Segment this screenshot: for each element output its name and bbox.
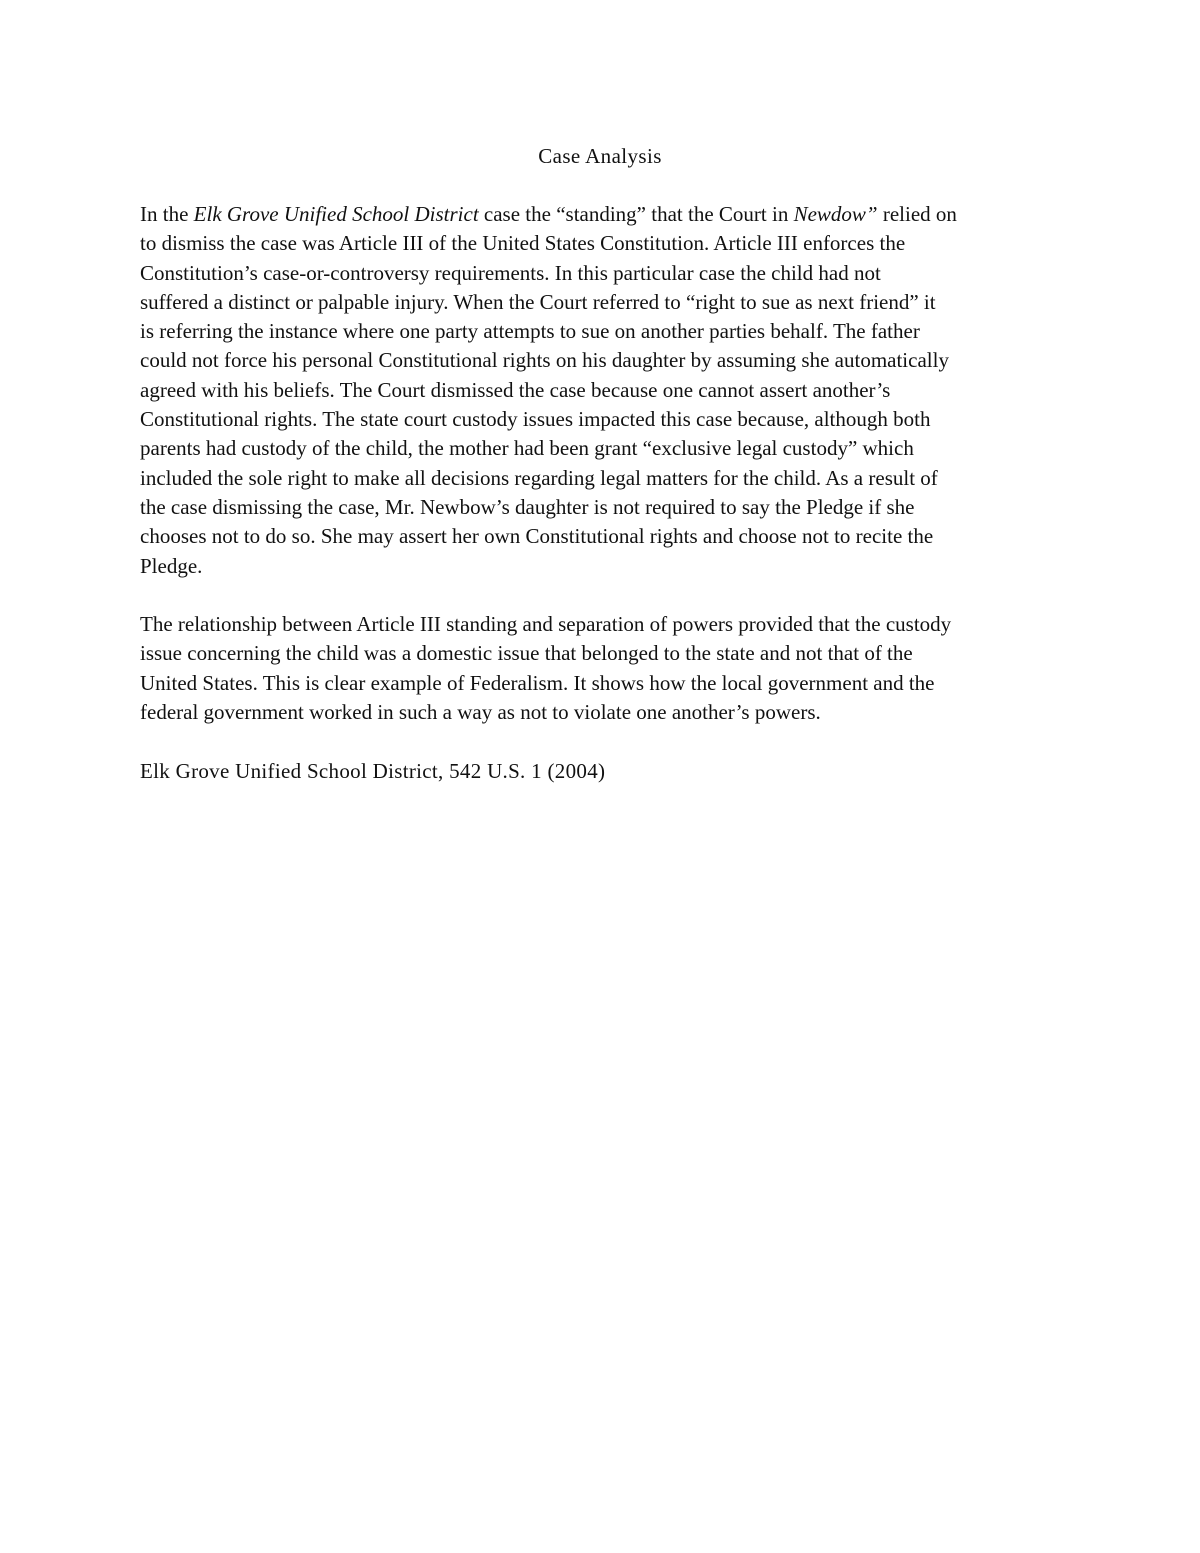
paragraph-line: Constitution’s case-or-controversy requirements. In this particular case the child had not: [140, 260, 881, 285]
citation: Elk Grove Unified School District, 542 U.S. 1 (2004): [140, 759, 606, 783]
document-title: Case Analysis: [538, 144, 662, 168]
paragraph-line: The relationship between Article III standing and separation of powers provided that the custody: [140, 612, 952, 636]
paragraph-line: agreed with his beliefs. The Court dismissed the case because one cannot assert another’s: [140, 377, 891, 402]
newdow-italic: Newdow”: [793, 202, 878, 226]
paragraph-line: suffered a distinct or palpable injury. When the Court referred to “right to sue as next friend” it: [140, 289, 936, 314]
paragraph-line: chooses not to do so. She may assert her own Constitutional rights and choose not to recite the: [140, 524, 934, 549]
paragraph-line: the case dismissing the case, Mr. Newbow’s daughter is not required to say the Pledge if she: [140, 494, 915, 519]
paragraph-line: could not force his personal Constitutional rights on his daughter by assuming she automatically: [140, 348, 949, 373]
paragraph-line: [140, 200, 1060, 229]
paragraph-separation-of-powers: [140, 610, 1060, 727]
paragraph-line: United States. This is clear example of Federalism. It shows how the local government and the: [140, 670, 935, 695]
text-run: relied on: [877, 202, 957, 226]
case-name-italic: Elk Grove Unified School District: [193, 202, 479, 226]
paragraph-line: Constitutional rights. The state court custody issues impacted this case because, although both: [140, 407, 931, 432]
paragraph-case-analysis: [140, 200, 1060, 581]
paragraph-line: is referring the instance where one party attempts to sue on another parties behalf. The father: [140, 319, 920, 344]
text-run: case the “standing” that the Court in: [478, 202, 794, 226]
text-run: In the: [140, 202, 194, 226]
paragraph-line: issue concerning the child was a domestic issue that belonged to the state and not that of the: [140, 641, 913, 666]
paragraph-line: to dismiss the case was Article III of the United States Constitution. Article III enforces the: [140, 231, 906, 256]
paragraph-line: Pledge.: [140, 553, 203, 578]
paragraph-line: federal government worked in such a way as not to violate one another’s powers.: [140, 699, 821, 724]
paragraph-line: included the sole right to make all decisions regarding legal matters for the child. As a result of: [140, 465, 938, 490]
paragraph-line: parents had custody of the child, the mother had been grant “exclusive legal custody” which: [140, 436, 914, 461]
